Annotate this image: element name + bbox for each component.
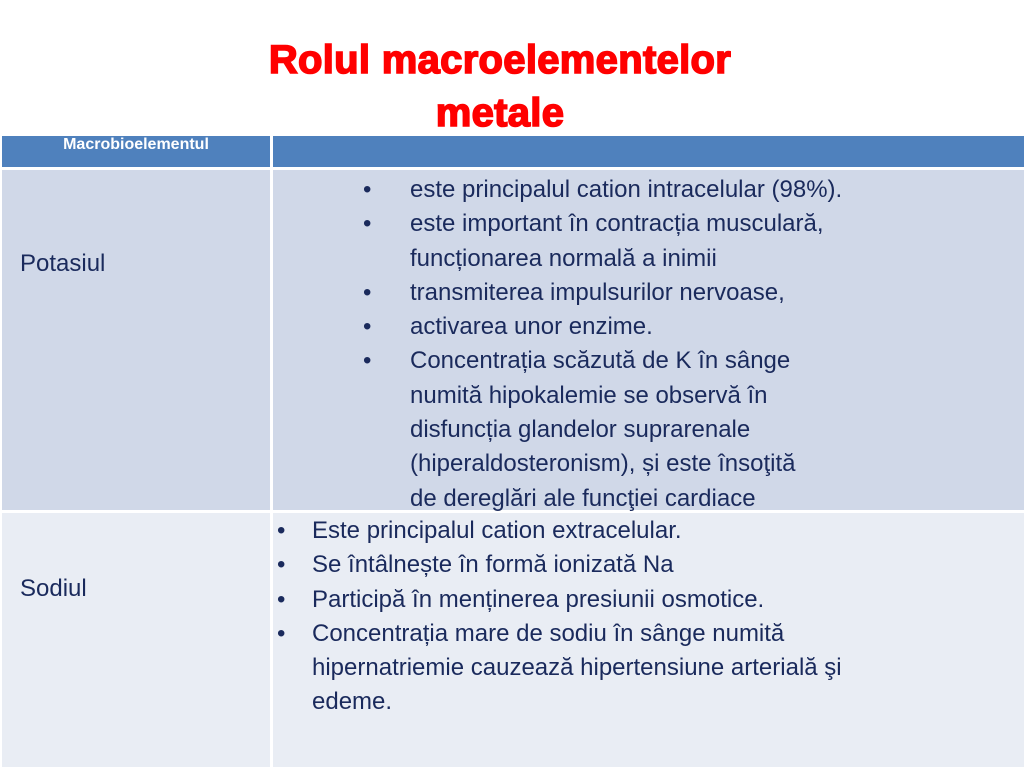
header-cell-element: Macrobioelementul — [2, 136, 270, 167]
element-name: Potasiul — [20, 250, 106, 277]
title-line-1: Rolul macroelementelor — [268, 38, 732, 82]
list-item — [273, 344, 810, 515]
list-item-text: este important în contracția musculară, funcționarea normală a inimii — [410, 210, 824, 272]
bullet-icon: • — [277, 585, 286, 613]
list-item-text: activarea unor enzime. — [410, 313, 653, 341]
list-item-text: Participă în menținerea presiunii osmotice. — [312, 585, 765, 613]
slide-title — [0, 34, 1000, 140]
list-item — [273, 514, 1013, 548]
element-name: Sodiul — [20, 575, 87, 602]
bullet-icon: • — [363, 176, 372, 203]
list-item-text: transmiterea impulsurilor nervoase, — [410, 278, 785, 306]
list-item — [273, 548, 1013, 582]
list-item — [273, 207, 873, 276]
list-item — [273, 583, 1013, 617]
table-row-sodiu-desc-cell — [273, 513, 1024, 767]
bullet-icon: • — [277, 551, 286, 579]
bullet-icon: • — [363, 210, 372, 238]
list-item-text: Concentrația scăzută de K în sânge numită hipokalemie se observă în disfuncția glandelor suprarenale (hiperaldosteronism), și este însoţită de dereglări ale funcţiei cardiace — [410, 347, 796, 512]
bullet-icon: • — [363, 313, 372, 341]
table-row-potasiu-desc-cell — [273, 170, 1024, 510]
bullet-icon: • — [363, 278, 372, 306]
table-row-sodiu-label-cell — [2, 513, 270, 767]
header-cell-description — [273, 136, 1024, 167]
list-item-text: este principalul cation intracelular (98%). — [410, 176, 843, 203]
list-item — [273, 310, 873, 344]
list-item — [273, 276, 873, 310]
title-line-2: metale — [435, 91, 565, 135]
bullet-list — [273, 173, 873, 516]
bullet-icon: • — [277, 517, 286, 544]
bullet-icon: • — [363, 347, 372, 375]
list-item — [273, 173, 873, 207]
table-row-potasiu-label-cell — [2, 170, 270, 510]
list-item-text: Este principalul cation extracelular. — [312, 517, 682, 544]
bullet-icon: • — [277, 619, 286, 647]
list-item-text: Se întâlnește în formă ionizată Na — [312, 551, 674, 579]
bullet-list — [273, 514, 1013, 720]
list-item — [273, 617, 912, 720]
list-item-text: Concentrația mare de sodiu în sânge numită hipernatriemie cauzează hipertensiune arterială şi edeme. — [312, 619, 842, 716]
